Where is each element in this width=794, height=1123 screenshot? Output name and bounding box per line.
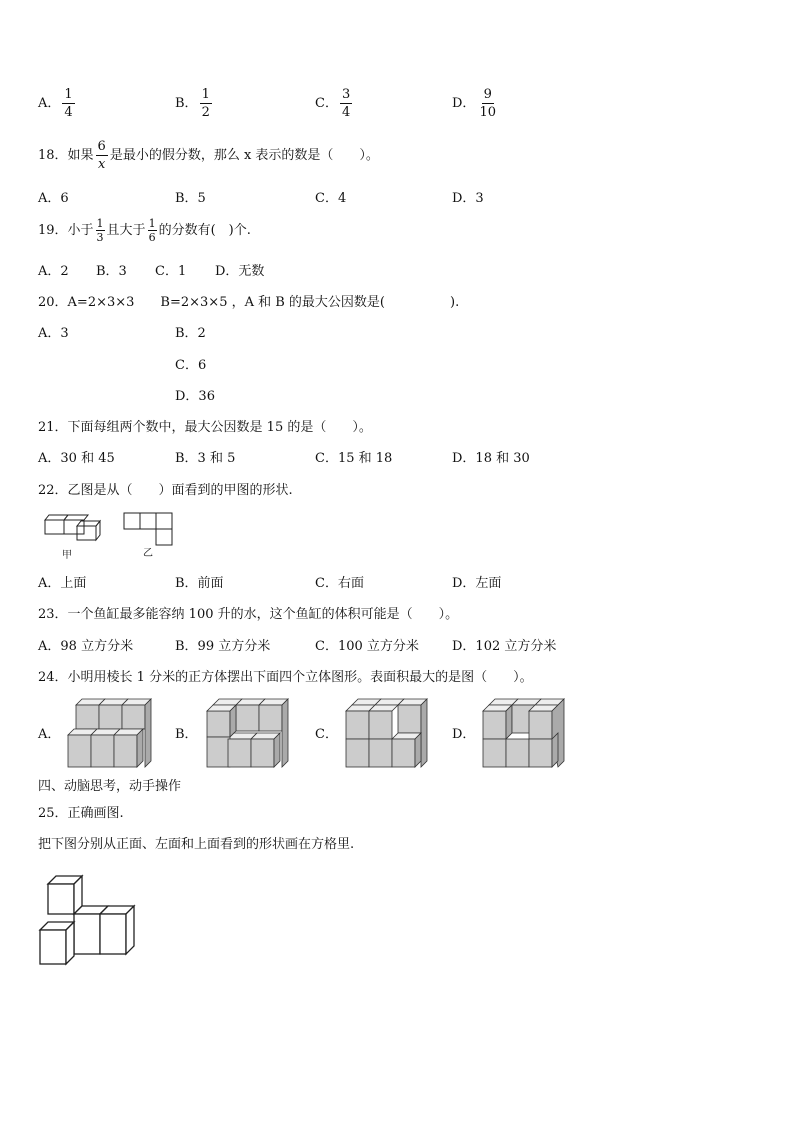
q24-option-a: A． bbox=[38, 727, 61, 742]
fraction: $\frac{6}{x}$ bbox=[97, 139, 106, 172]
cube-figure-b bbox=[203, 697, 293, 771]
fraction: $\frac{1}{6}$ bbox=[148, 217, 156, 244]
q24-option-b: B． bbox=[175, 727, 198, 742]
q22-option-b: B．前面 bbox=[175, 576, 224, 591]
q19-option-b: B．3 bbox=[96, 264, 127, 279]
q18-option-a: A．6 bbox=[38, 191, 69, 206]
figure-yi-label: 乙 bbox=[143, 548, 153, 559]
q21-option-b: B．3 和 5 bbox=[175, 451, 236, 466]
q18-option-c: C．4 bbox=[315, 191, 347, 206]
fraction: $\frac{1}{3}$ bbox=[96, 217, 104, 244]
q20-option-c: C．6 bbox=[175, 358, 207, 373]
q19-option-d: D．无数 bbox=[215, 264, 265, 279]
q17-option-b: B． $\frac{1}{2}$ bbox=[175, 87, 210, 120]
figure-yi bbox=[123, 512, 177, 548]
q17-option-d: D． $\frac{9}{10}$ bbox=[452, 87, 496, 120]
q24-option-c: C． bbox=[315, 727, 338, 742]
fraction: $\frac{1}{2}$ bbox=[201, 87, 210, 120]
q21-option-a: A．30 和 45 bbox=[38, 451, 115, 466]
q19-option-a: A．2 bbox=[38, 264, 69, 279]
q22-option-d: D．左面 bbox=[452, 576, 502, 591]
q20-option-a: A．3 bbox=[38, 326, 69, 341]
q17-option-c: C． $\frac{3}{4}$ bbox=[315, 87, 351, 120]
section-title: 四、动脑思考，动手操作 bbox=[38, 779, 182, 794]
q17-option-a: A． $\frac{1}{4}$ bbox=[38, 87, 73, 120]
q18-option-d: D．3 bbox=[452, 191, 484, 206]
q23-stem: 23．一个鱼缸最多能容纳 100 升的水，这个鱼缸的体积可能是（ ）。 bbox=[38, 607, 459, 622]
q21-option-c: C．15 和 18 bbox=[315, 451, 393, 466]
q20-stem: 20．A=2×3×3 B=2×3×5 ，A 和 B 的最大公因数是( ). bbox=[38, 295, 460, 310]
q24-stem: 24．小明用棱长 1 分米的正方体摆出下面四个立体图形。表面积最大的是图（ ）。 bbox=[38, 670, 533, 685]
q22-option-c: C．右面 bbox=[315, 576, 364, 591]
q22-stem: 22．乙图是从（ ）面看到的甲图的形状. bbox=[38, 483, 293, 498]
figure-jia-label: 甲 bbox=[62, 550, 72, 561]
q24-option-d: D． bbox=[452, 727, 476, 742]
q19-stem: 19．小于 $\frac{1}{3}$ 且大于 $\frac{1}{6}$ 的分数有( )个. bbox=[38, 217, 251, 244]
fraction: $\frac{9}{10}$ bbox=[479, 87, 496, 120]
q25-instruction: 把下图分别从正面、左面和上面看到的形状画在方格里. bbox=[38, 837, 355, 852]
q23-option-d: D．102 立方分米 bbox=[452, 639, 557, 654]
q18-option-b: B．5 bbox=[175, 191, 206, 206]
cube-figure-d bbox=[479, 697, 569, 771]
q21-option-d: D．18 和 30 bbox=[452, 451, 530, 466]
q18-stem: 18．如果 $\frac{6}{x}$ 是最小的假分数，那么 x 表示的数是（ ）。 bbox=[38, 139, 379, 172]
q19-option-c: C．1 bbox=[155, 264, 187, 279]
q23-option-c: C．100 立方分米 bbox=[315, 639, 419, 654]
cube-figure-c bbox=[342, 697, 432, 771]
fraction: $\frac{1}{4}$ bbox=[64, 87, 73, 120]
fraction: $\frac{3}{4}$ bbox=[341, 87, 351, 120]
q21-stem: 21．下面每组两个数中，最大公因数是 15 的是（ ）。 bbox=[38, 420, 372, 435]
q25-stem: 25．正确画图. bbox=[38, 806, 124, 821]
q20-option-b: B．2 bbox=[175, 326, 206, 341]
q23-option-a: A．98 立方分米 bbox=[38, 639, 134, 654]
cube-figure-a bbox=[66, 697, 156, 771]
q20-option-d: D．36 bbox=[175, 389, 215, 404]
cube-figure-q25 bbox=[38, 872, 138, 968]
q22-option-a: A．上面 bbox=[38, 576, 87, 591]
figure-jia bbox=[44, 510, 104, 558]
q23-option-b: B．99 立方分米 bbox=[175, 639, 271, 654]
